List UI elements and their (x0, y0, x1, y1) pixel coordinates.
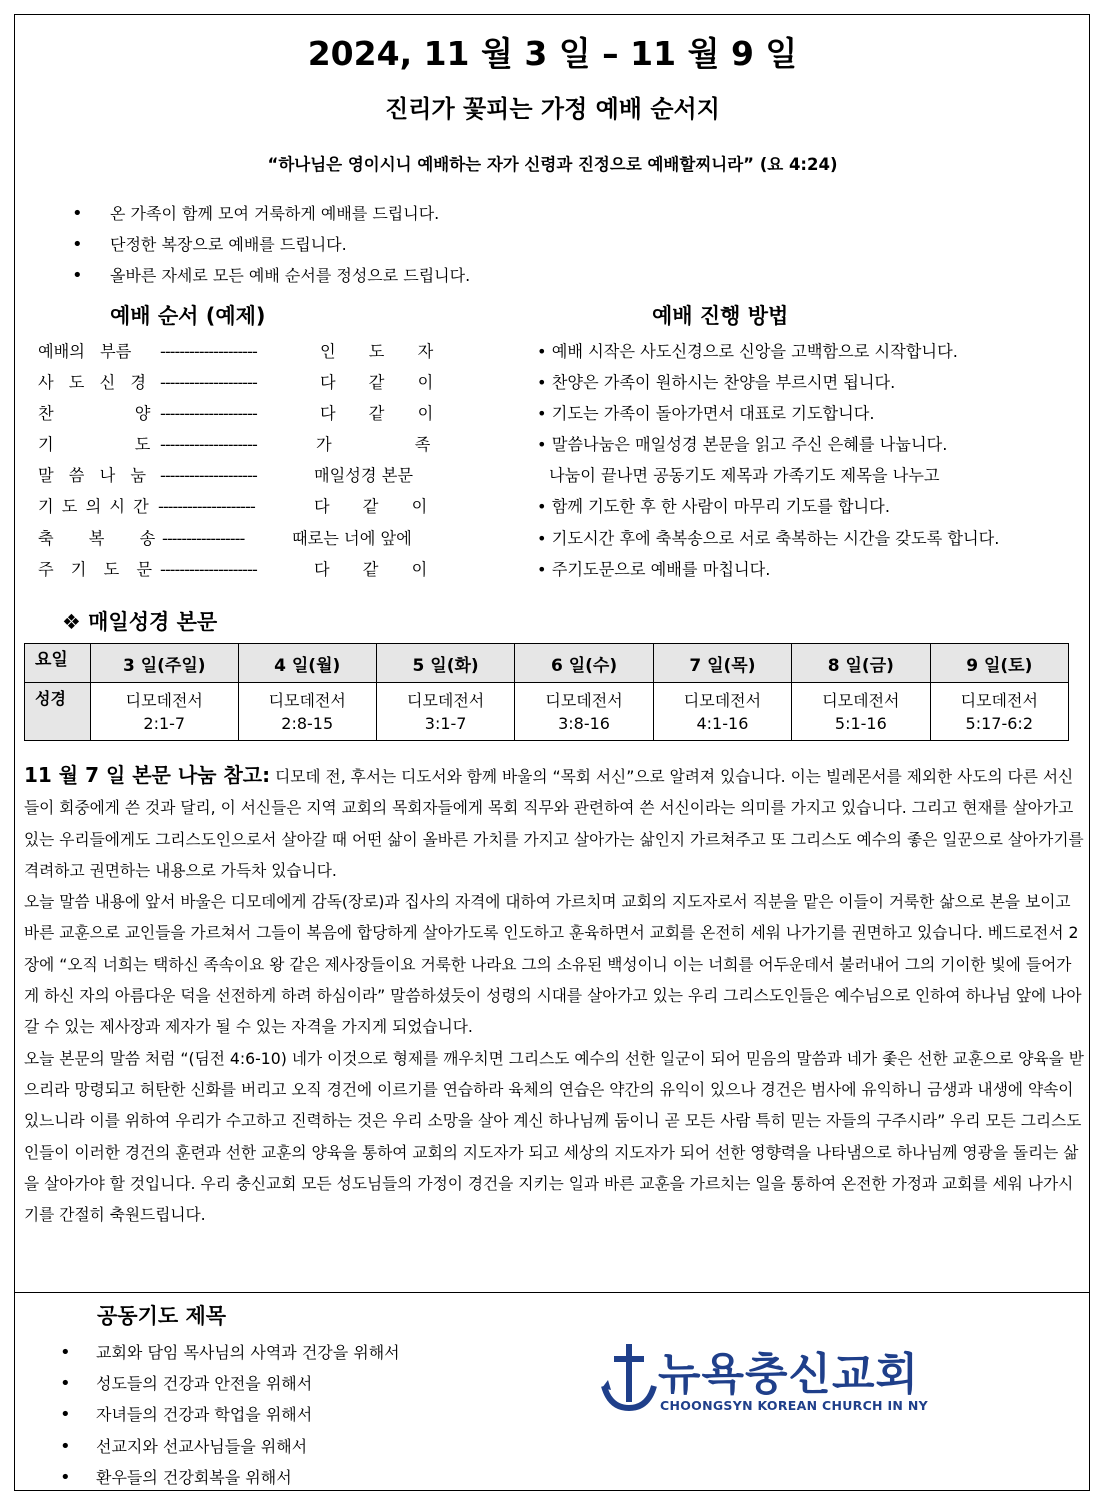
prayer-list (60, 1339, 400, 1495)
daily-bible-table (24, 643, 1069, 741)
passage-book: 디모데전서 (822, 690, 900, 710)
reflection-section (24, 760, 1084, 1230)
reflection-paragraph: 오늘 말씀 내용에 앞서 바울은 디모데에게 감독(장로)과 집사의 자격에 대하여 가르치며 교회의 지도자로서 직분을 맡은 이들이 거룩한 삶으로 본을 보이고 바른 교훈으로 교인들을 가르쳐서 그들이 복음에 합당하게 살아가도록 인도하고 훈육하면서 교회를 온전히 세워 나가기를 권면하고 있습니다. 베드로전서 2 장에 “오직 너희는 택하신 족속이요 왕 같은 제사장들이요 거룩한 나라요 그의 소유된 백성이니 이는 너희를 어두운데서 불러내어 그의 기이한 빛에 들어가게 하신 자의 아름다운 덕을 선전하게 하려 하심이라” 말씀하셨듯이 성령의 시대를 살아가고 있는 우리 그리스도인들은 예수님으로 인하여 하나님 앞에 나아갈 수 있는 제사장과 제자가 될 수 있는 자격을 가지게 되었습니다. (24, 892, 1082, 1037)
method-item: • 말씀나눔은 매일성경 본문을 읽고 주신 은혜를 나눕니다. (537, 435, 948, 455)
order-leader: 다 같 이 (320, 404, 434, 424)
table-cell-day: 8 일(금) (792, 644, 930, 683)
passage-ref: 5:17-6:2 (965, 713, 1033, 733)
order-item: 말 씀 나 눔 (38, 466, 146, 486)
method-item: • 예배 시작은 사도신경으로 신앙을 고백함으로 시작합니다. (537, 342, 958, 361)
table-cell-day: 6 일(수) (515, 644, 653, 683)
order-item: 예배의 부름 (38, 342, 132, 361)
method-item: • 주기도문으로 예배를 마칩니다. (537, 559, 771, 579)
cross-anchor-icon (600, 1340, 660, 1418)
passage-book: 디모데전서 (960, 690, 1038, 710)
passage-ref: 5:1-16 (834, 713, 887, 733)
method-heading: 예배 진행 방법 (652, 304, 789, 328)
row-label-day: 요일 (25, 644, 91, 683)
order-leader: 매일성경 본문 (314, 466, 413, 486)
guideline-item: • 올바른 자세로 모든 예배 순서를 정성으로 드립니다. (72, 262, 470, 293)
theme-verse: “하나님은 영이시니 예배하는 자가 신령과 진정으로 예배할찌니라” (요 4:24) (267, 155, 838, 174)
reflection-text: 디모데 전, 후서는 디도서와 함께 바울의 “목회 서신”으로 알려져 있습니다. 이는 빌레몬서를 제외한 사도의 다른 서신들이 회중에게 쓴 것과 달리, 이 서신들은 지역 교회의 목회자들에게 목회 직무와 관련하여 쓴 서신이라는 의미를 가지고 있습니다. 그리고 현재를 살아가고 있는 우리들에게도 그리스도인으로서 살아갈 때 어떤 삶이 올바른 가치를 가지고 살아가는 삶인지 가르쳐주고 또 그리스도 예수의 좋은 일꾼으로 살아가기를 격려하고 권면하는 내용으로 가득차 있습니다. (24, 767, 1084, 880)
prayer-item: • 성도들의 건강과 안전을 위해서 (60, 1370, 400, 1401)
prayer-heading: 공동기도 제목 (97, 1304, 227, 1328)
order-dashes: -------------------- (160, 342, 257, 361)
order-row (38, 463, 438, 494)
method-item: • 기도는 가족이 돌아가면서 대표로 기도합니다. (537, 404, 875, 424)
order-row (38, 494, 438, 525)
order-item: 축 복 송 (38, 528, 156, 548)
reflection-lead: 11 월 7 일 본문 나눔 참고: (24, 763, 271, 787)
reflection-paragraph (24, 760, 1084, 886)
passage-ref: 2:8-15 (281, 713, 334, 733)
guideline-list (72, 200, 470, 293)
guideline-item: • 단정한 복장으로 예배를 드립니다. (72, 231, 470, 262)
page-title: 진리가 꽃피는 가정 예배 순서지 (385, 95, 720, 123)
order-dashes: -------------------- (160, 559, 257, 579)
table-cell-passage (653, 683, 791, 741)
order-dashes: ----------------- (162, 528, 245, 548)
order-dashes: -------------------- (160, 373, 257, 393)
order-dashes: -------------------- (160, 466, 257, 486)
table-cell-day: 3 일(주일) (91, 644, 239, 683)
passage-book: 디모데전서 (268, 690, 346, 710)
table-cell-day: 7 일(목) (653, 644, 791, 683)
table-row (25, 644, 1069, 683)
date-range-title: 2024, 11 월 3 일 – 11 월 9 일 (307, 34, 798, 73)
order-leader: 다 같 이 (320, 373, 434, 393)
order-leader: 때로는 너에 앞에 (292, 528, 412, 548)
order-dashes: -------------------- (158, 497, 255, 517)
table-cell-passage (792, 683, 930, 741)
reflection-paragraph: 오늘 본문의 말씀 처럼 “(딤전 4:6-10) 네가 이것으로 형제를 깨우치면 그리스도 예수의 선한 일군이 되어 믿음의 말씀과 네가 좇은 선한 교훈으로 양육을 받으리라 망령되고 허탄한 신화를 버리고 오직 경건에 이르기를 연습하라 육체의 연습은 약간의 유익이 있으나 경건은 범사에 유익하니 금생과 내생에 약속이 있느니라 이를 위하여 우리가 수고하고 진력하는 것은 우리 소망을 살아 계신 하나님께 둠이니 곧 모든 사람 특히 믿는 자들의 구주시라” 우리 모든 그리스도인들이 이러한 경건의 훈련과 선한 교훈의 양육을 통하여 교회의 지도자가 되고 세상의 지도자가 되어 선한 영향력을 나타냄으로 하나님께 영광을 돌리는 삶을 살아가야 할 것입니다. 우리 충신교회 모든 성도님들의 가정이 경건을 지키는 일과 바른 교훈을 가르치는 일을 통하여 온전한 가정과 교회를 세워 나가시기를 간절히 축원드립니다. (24, 1048, 1084, 1225)
method-item: • 함께 기도한 후 한 사람이 마무리 기도를 합니다. (537, 497, 890, 517)
passage-book: 디모데전서 (683, 690, 762, 710)
logo-subtitle: CHOONGSYN KOREAN CHURCH IN NY (660, 1398, 928, 1413)
order-row (38, 432, 438, 463)
row-label-text: 성경 (25, 683, 91, 741)
order-row (38, 370, 438, 401)
passage-book: 디모데전서 (406, 690, 485, 710)
order-leader: 다 같 이 (314, 559, 428, 579)
table-cell-day: 4 일(월) (238, 644, 376, 683)
order-leader: 가 족 (316, 435, 431, 455)
table-cell-day: 9 일(토) (930, 644, 1068, 683)
order-dashes: -------------------- (160, 404, 257, 424)
order-item: 기 도 (38, 435, 151, 455)
church-logo (600, 1340, 930, 1420)
passage-ref: 3:8-16 (558, 713, 610, 733)
order-leader: 인 도 자 (320, 342, 434, 361)
prayer-item: • 자녀들의 건강과 학업을 위해서 (60, 1401, 400, 1432)
prayer-item: • 환우들의 건강회복을 위해서 (60, 1464, 400, 1495)
table-cell-passage (376, 683, 514, 741)
daily-bible-heading: ❖ 매일성경 본문 (62, 610, 218, 634)
worship-order-list (38, 339, 438, 588)
order-heading: 예배 순서 (예제) (110, 304, 266, 328)
table-cell-passage (91, 683, 239, 741)
order-item: 기 도 의 시 간 (38, 497, 149, 517)
table-cell-passage (238, 683, 376, 741)
order-row (38, 526, 438, 557)
table-cell-day: 5 일(화) (376, 644, 514, 683)
guideline-item: • 온 가족이 함께 모여 거룩하게 예배를 드립니다. (72, 200, 470, 231)
order-leader: 다 같 이 (314, 497, 428, 517)
method-item: • 기도시간 후에 축복송으로 서로 축복하는 시간을 갖도록 합니다. (537, 528, 1000, 548)
passage-ref: 2:1-7 (143, 713, 186, 733)
logo-name: 뉴욕충신교회 (658, 1349, 920, 1400)
passage-ref: 3:1-7 (424, 713, 467, 733)
order-item: 사 도 신 경 (38, 373, 146, 393)
method-item: • 찬양은 가족이 원하시는 찬양을 부르시면 됩니다. (537, 373, 896, 393)
table-cell-passage (515, 683, 653, 741)
prayer-item: • 선교지와 선교사님들을 위해서 (60, 1433, 400, 1464)
table-row (25, 683, 1069, 741)
method-item: 나눔이 끝나면 공동기도 제목과 가족기도 제목을 나누고 (549, 466, 940, 486)
order-row (38, 557, 438, 588)
worship-method-list (537, 339, 999, 588)
section-divider (14, 1292, 1090, 1293)
table-cell-passage (930, 683, 1068, 741)
order-dashes: -------------------- (160, 435, 257, 455)
passage-ref: 4:1-16 (696, 713, 749, 733)
order-item: 주 기 도 문 (38, 559, 152, 579)
order-row (38, 339, 438, 370)
prayer-item: • 교회와 담임 목사님의 사역과 건강을 위해서 (60, 1339, 400, 1370)
order-item: 찬 양 (38, 404, 151, 424)
passage-book: 디모데전서 (545, 690, 623, 710)
passage-book: 디모데전서 (125, 690, 203, 710)
order-row (38, 401, 438, 432)
